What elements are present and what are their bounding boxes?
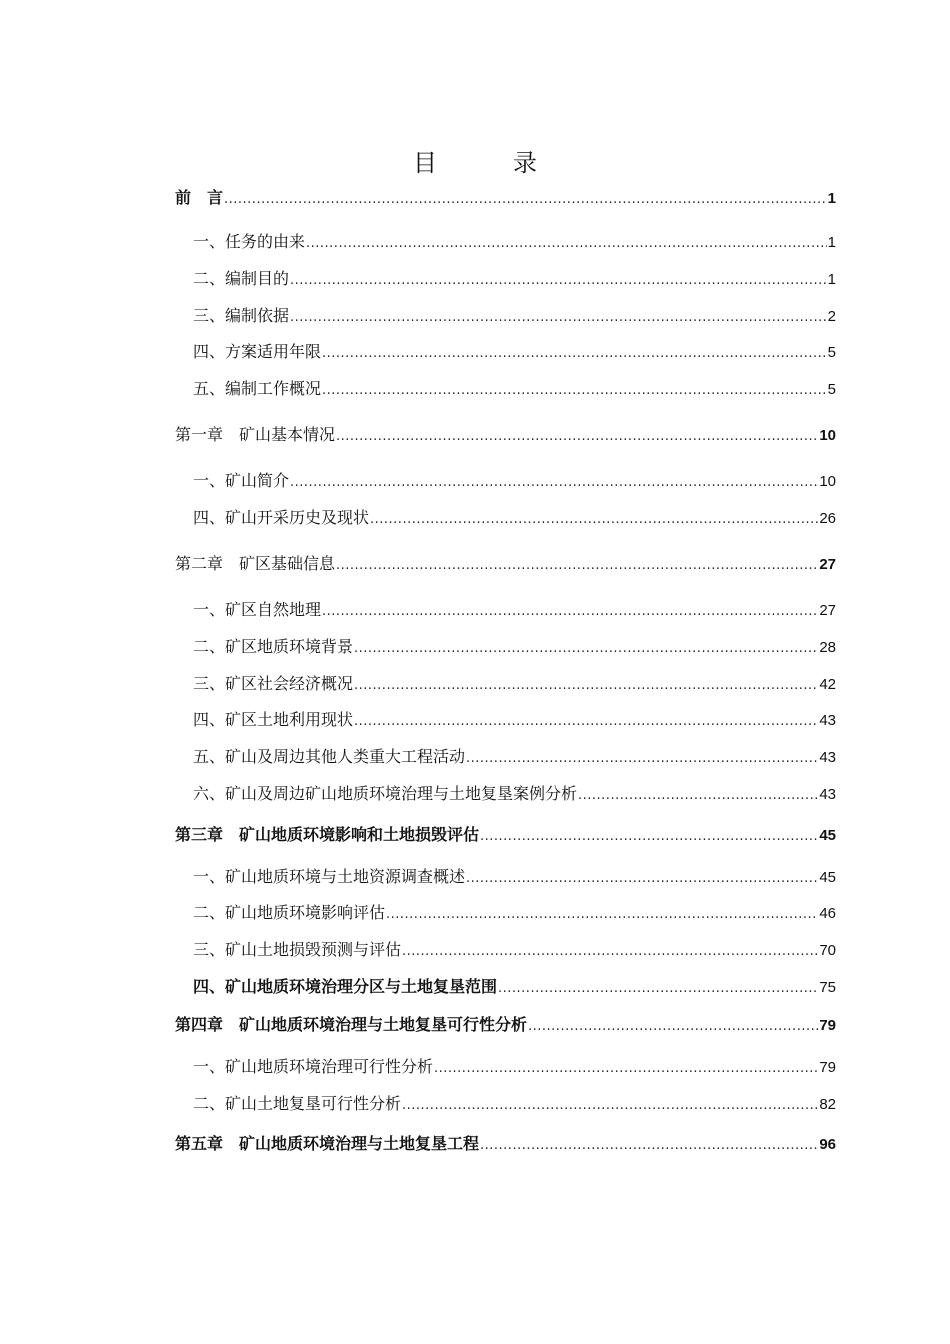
leader-dots bbox=[354, 675, 818, 697]
toc-page-number: 82 bbox=[819, 1096, 836, 1113]
toc-entry[interactable] bbox=[193, 709, 836, 733]
toc-page-number: 26 bbox=[819, 510, 836, 527]
leader-dots bbox=[224, 189, 827, 211]
toc-page-number: 43 bbox=[819, 786, 836, 803]
toc-label: 四、矿区土地利用现状 bbox=[193, 710, 354, 729]
toc-entry[interactable] bbox=[193, 470, 836, 494]
toc-entry-chapter-3[interactable] bbox=[175, 824, 836, 848]
toc-label: 四、矿山地质环境治理分区与土地复垦范围 bbox=[193, 977, 498, 996]
leader-dots bbox=[336, 426, 818, 448]
leader-dots bbox=[322, 601, 818, 623]
toc-label: 二、矿山地质环境影响评估 bbox=[193, 903, 386, 922]
toc-page-number: 27 bbox=[819, 556, 836, 573]
toc-entry[interactable] bbox=[193, 1056, 836, 1080]
leader-dots bbox=[322, 343, 827, 365]
toc-entry[interactable] bbox=[193, 673, 836, 697]
leader-dots bbox=[402, 941, 818, 963]
toc-page-number: 5 bbox=[827, 344, 836, 361]
toc-label: 第三章 矿山地质环境影响和土地损毁评估 bbox=[175, 825, 480, 844]
toc-entry[interactable] bbox=[193, 1093, 836, 1117]
toc-entry[interactable] bbox=[193, 378, 836, 402]
toc-page-number: 1 bbox=[827, 234, 836, 251]
leader-dots bbox=[498, 978, 818, 1000]
leader-dots bbox=[336, 555, 818, 577]
leader-dots bbox=[466, 748, 818, 770]
toc-entry[interactable] bbox=[193, 268, 836, 292]
toc-label: 第四章 矿山地质环境治理与土地复垦可行性分析 bbox=[175, 1015, 528, 1034]
toc-label: 四、方案适用年限 bbox=[193, 342, 322, 361]
toc-label: 一、矿山地质环境治理可行性分析 bbox=[193, 1057, 434, 1076]
toc-label: 一、矿区自然地理 bbox=[193, 600, 322, 619]
leader-dots bbox=[306, 233, 827, 255]
toc-page-number: 28 bbox=[819, 639, 836, 656]
toc-entry-chapter-4[interactable] bbox=[175, 1014, 836, 1038]
toc-label: 第五章 矿山地质环境治理与土地复垦工程 bbox=[175, 1134, 480, 1153]
toc-page-number: 27 bbox=[819, 602, 836, 619]
leader-dots bbox=[528, 1016, 818, 1038]
toc-entry[interactable] bbox=[193, 939, 836, 963]
toc-page-number: 46 bbox=[819, 905, 836, 922]
toc-label: 五、编制工作概况 bbox=[193, 379, 322, 398]
toc-page-number: 79 bbox=[819, 1059, 836, 1076]
leader-dots bbox=[370, 509, 818, 531]
toc-label: 三、矿山土地损毁预测与评估 bbox=[193, 940, 402, 959]
toc-label: 前 言 bbox=[175, 188, 224, 207]
toc-entry[interactable] bbox=[193, 507, 836, 531]
page-title: 目 录 bbox=[413, 149, 563, 177]
toc-page-number: 43 bbox=[819, 712, 836, 729]
toc-page-number: 43 bbox=[819, 749, 836, 766]
toc-entry[interactable] bbox=[193, 976, 836, 1000]
toc-label: 二、矿区地质环境背景 bbox=[193, 637, 354, 656]
toc-entry-preface[interactable] bbox=[175, 187, 836, 211]
toc-label: 第一章 矿山基本情况 bbox=[175, 425, 336, 444]
toc-entry[interactable] bbox=[193, 231, 836, 255]
toc-page-number: 45 bbox=[819, 869, 836, 886]
toc-entry[interactable] bbox=[193, 599, 836, 623]
toc-entry[interactable] bbox=[193, 783, 836, 807]
toc-label: 一、矿山简介 bbox=[193, 471, 290, 490]
leader-dots bbox=[480, 826, 818, 848]
toc-page-number: 70 bbox=[819, 942, 836, 959]
toc-label: 二、矿山土地复垦可行性分析 bbox=[193, 1094, 402, 1113]
toc-page-number: 79 bbox=[819, 1017, 836, 1034]
leader-dots bbox=[402, 1095, 818, 1117]
toc-entry[interactable] bbox=[193, 902, 836, 926]
toc-entry-chapter-1[interactable] bbox=[175, 424, 836, 448]
toc-page-number: 2 bbox=[827, 308, 836, 325]
toc-page-number: 10 bbox=[819, 473, 836, 490]
toc-page-number: 75 bbox=[819, 979, 836, 996]
toc-entry[interactable] bbox=[193, 305, 836, 329]
toc-label: 六、矿山及周边矿山地质环境治理与土地复垦案例分析 bbox=[193, 784, 578, 803]
leader-dots bbox=[290, 307, 827, 329]
leader-dots bbox=[322, 380, 827, 402]
toc-page-number: 1 bbox=[827, 190, 836, 207]
toc-page-number: 5 bbox=[827, 381, 836, 398]
leader-dots bbox=[480, 1135, 818, 1157]
toc-entry[interactable] bbox=[193, 341, 836, 365]
toc-entry[interactable] bbox=[193, 636, 836, 660]
leader-dots bbox=[354, 638, 818, 660]
leader-dots bbox=[466, 868, 818, 890]
toc-page-number: 1 bbox=[827, 271, 836, 288]
toc-label: 一、矿山地质环境与土地资源调查概述 bbox=[193, 867, 466, 886]
leader-dots bbox=[386, 904, 818, 926]
toc-entry-chapter-2[interactable] bbox=[175, 553, 836, 577]
toc-label: 二、编制目的 bbox=[193, 269, 290, 288]
toc-page-number: 45 bbox=[819, 827, 836, 844]
toc-entry[interactable] bbox=[193, 746, 836, 770]
leader-dots bbox=[290, 472, 818, 494]
toc-page-number: 96 bbox=[819, 1136, 836, 1153]
toc-entry-chapter-5[interactable] bbox=[175, 1133, 836, 1157]
leader-dots bbox=[434, 1058, 818, 1080]
leader-dots bbox=[578, 785, 818, 807]
toc-label: 第二章 矿区基础信息 bbox=[175, 554, 336, 573]
toc-label: 三、编制依据 bbox=[193, 306, 290, 325]
toc-label: 四、矿山开采历史及现状 bbox=[193, 508, 370, 527]
toc-page-number: 42 bbox=[819, 676, 836, 693]
toc-entry[interactable] bbox=[193, 866, 836, 890]
toc-label: 一、任务的由来 bbox=[193, 232, 306, 251]
leader-dots bbox=[354, 711, 818, 733]
toc-page-number: 10 bbox=[819, 427, 836, 444]
toc-label: 三、矿区社会经济概况 bbox=[193, 674, 354, 693]
toc-label: 五、矿山及周边其他人类重大工程活动 bbox=[193, 747, 466, 766]
leader-dots bbox=[290, 270, 827, 292]
